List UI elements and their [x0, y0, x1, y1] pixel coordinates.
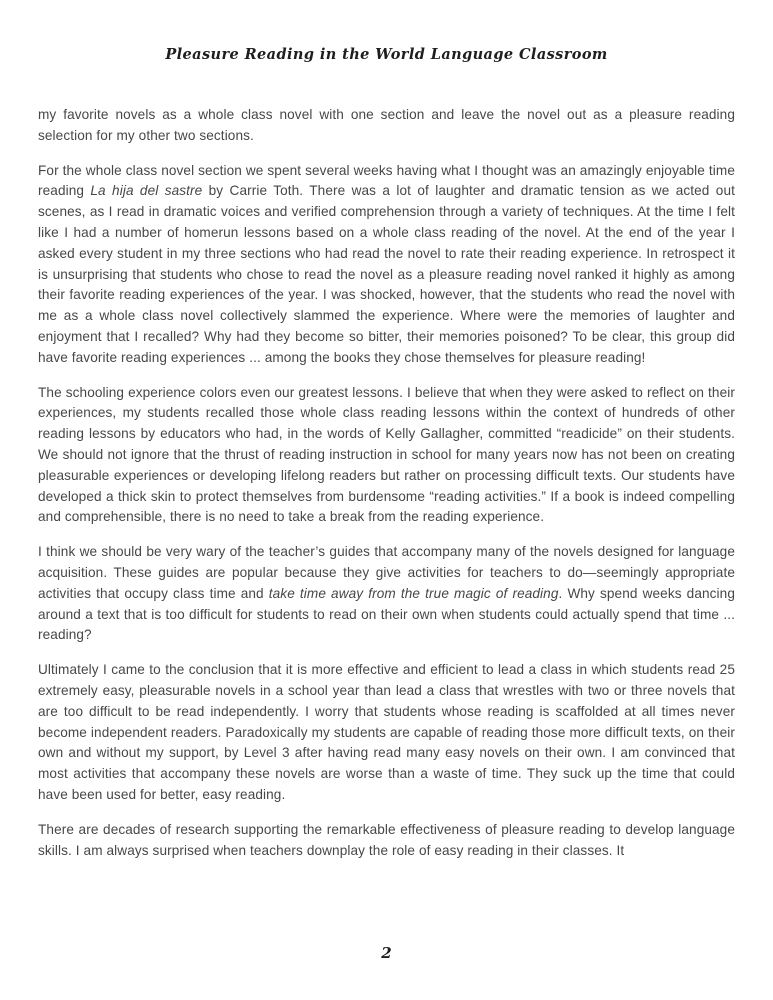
italic-text: take time away from the true magic of reading	[268, 585, 559, 601]
paragraph	[38, 660, 735, 806]
italic-text: La hija del sastre	[90, 183, 203, 199]
text-segment: my favorite novels as a whole class novel with one section and leave the novel out as a pleasure reading selection for my other two sections.	[38, 107, 735, 143]
text-segment: by Carrie Toth. There was a lot of laughter and dramatic tension as we acted out scenes, as I read in dramatic voices and verified comprehension through a variety of techniques. At the time I felt like I had a number of homerun lessons based on a whole class reading of the novel. At the end of the year I asked every student in my three sections who had read the novel to rate their reading experience. In retrospect it is unsurprising that students who chose to read the novel as a pleasure reading novel ranked it highly as among their favorite reading experiences of the year. I was shocked, however, that the students who read the novel with me as a whole class novel collectively slammed the experience. Where were the memories of laughter and enjoyment that I recalled? Why had they become so bitter, their memories poisoned? To be clear, this group did have favorite reading experiences ... among the books they chose themselves for pleasure reading!	[38, 183, 735, 365]
paragraph	[38, 105, 735, 147]
paragraph	[38, 820, 735, 862]
running-header: Pleasure Reading in the World Language Classroom	[165, 46, 608, 63]
paragraph	[38, 542, 735, 646]
page-body	[38, 105, 735, 861]
text-segment: Ultimately I came to the conclusion that it is more effective and efficient to lead a class in which students read 25 extremely easy, pleasurable novels in a school year than lead a class that wrestles with two or three novels that are too difficult to be read independently. I worry that students whose reading is scaffolded at all times never become independent readers. Paradoxically my students are capable of reading those more difficult texts, on their own and without my support, by Level 3 after having read many easy novels on their own. I am convinced that most activities that accompany these novels are worse than a waste of time. They suck up the time that could have been used for better, easy reading.	[38, 662, 735, 802]
paragraph	[38, 383, 735, 529]
text-segment: There are decades of research supporting the remarkable effectiveness of pleasure reading to develop language skills. I am always surprised when teachers downplay the role of easy reading in their classes. It	[38, 821, 735, 858]
paragraph	[38, 161, 735, 369]
text-segment: . Why spend weeks dancing around a text that is too difficult for students to read on their own when students could actually spend that time ... reading?	[38, 585, 736, 643]
page-number: 2	[381, 944, 392, 962]
text-segment: I think we should be very wary of the teacher’s guides that accompany many of the novels designed for language acquisition. These guides are popular because they give activities for teachers to do—seemingly appropriate activities that occupy class time and	[38, 544, 735, 601]
text-segment: For the whole class novel section we spent several weeks having what I thought was an amazingly enjoyable time reading	[38, 162, 735, 199]
text-segment: The schooling experience colors even our greatest lessons. I believe that when they were asked to reflect on their experiences, my students recalled those whole class reading lessons within the context of hundreds of other reading lessons by educators who had, in the words of Kelly Gallagher, committed “readicide” on their students. We should not ignore that the thrust of reading instruction in school for many years now has not been on creating pleasurable experiences or developing lifelong readers but rather on processing difficult texts. Our students have developed a thick skin to protect themselves from burdensome “reading activities.” If a book is indeed compelling and comprehensible, there is no need to take a break from the reading experience.	[38, 384, 735, 525]
